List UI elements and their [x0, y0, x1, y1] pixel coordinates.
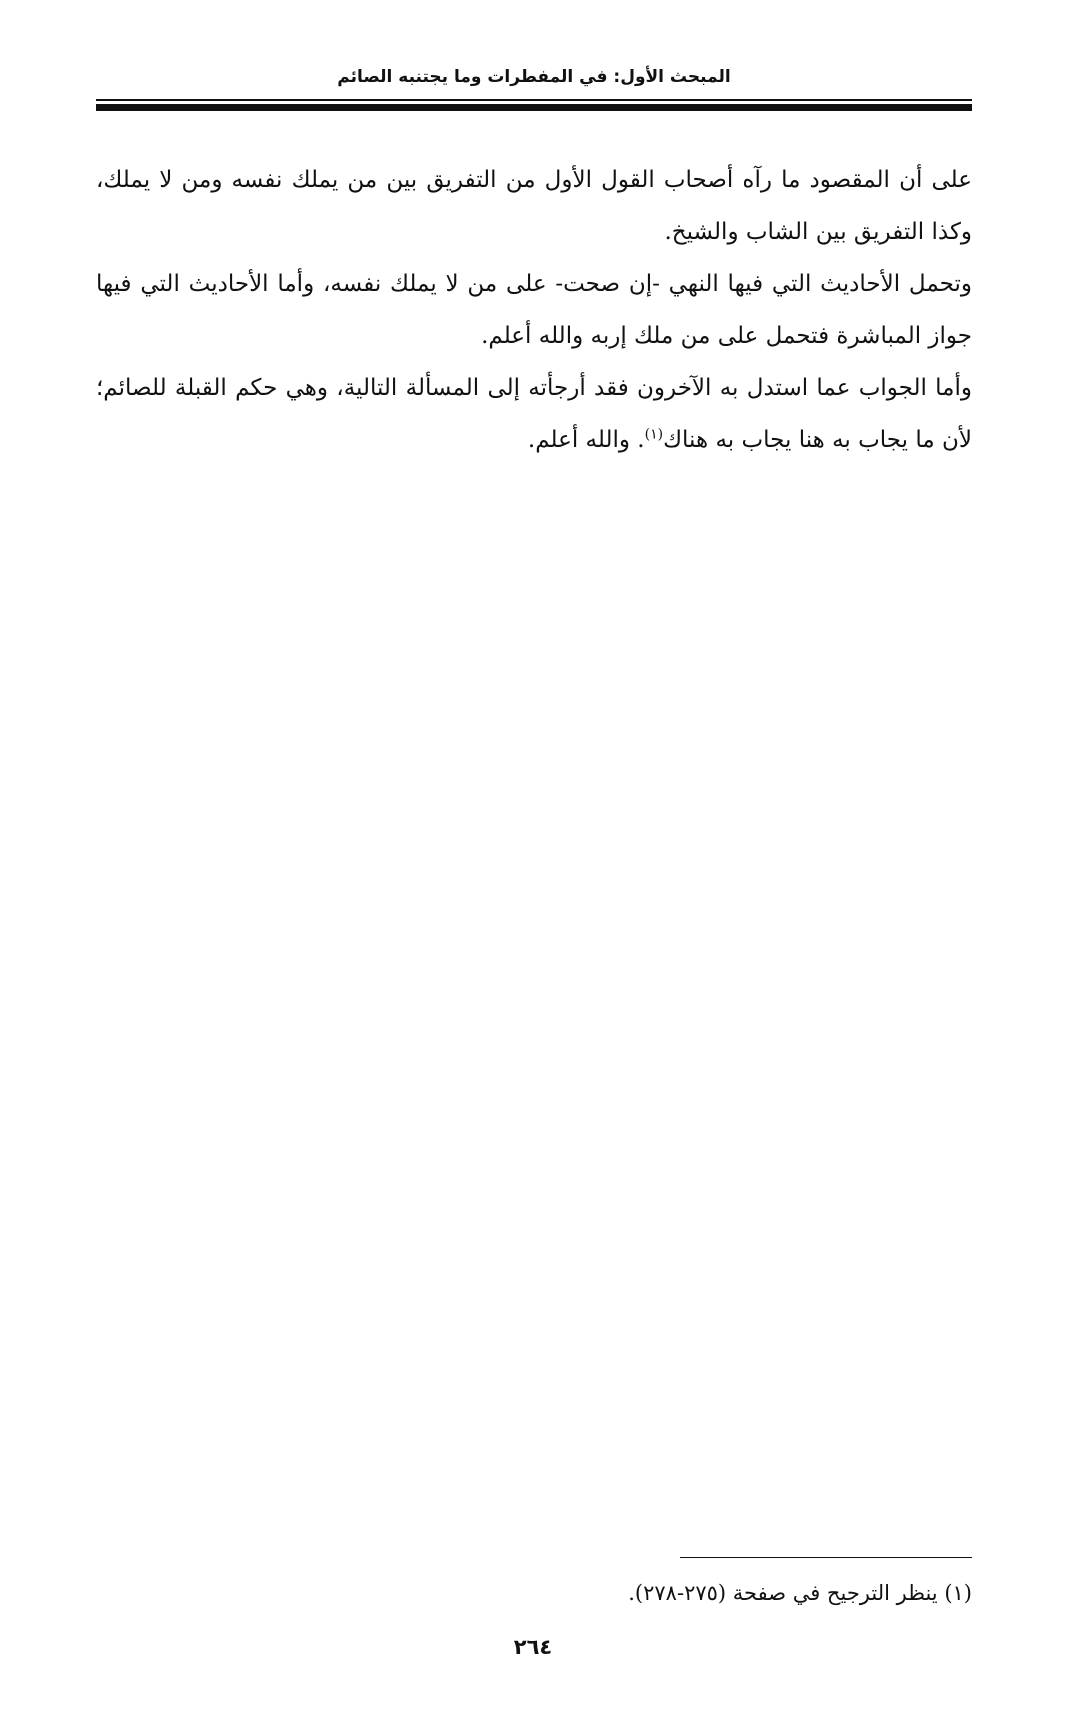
paragraph-3-ending: . والله أعلم. — [527, 427, 645, 453]
footnote-separator — [680, 1557, 972, 1558]
footnote: (١) ينظر الترجيح في صفحة (٢٧٥-٢٧٨). — [628, 1581, 972, 1605]
body-text — [96, 154, 972, 466]
running-header: المبحث الأول: في المفطرات وما يجتنبه الصائم — [337, 67, 731, 87]
header-rule-thin — [96, 99, 972, 101]
header-rule-thick — [96, 104, 972, 111]
paragraph-1: على أن المقصود ما رآه أصحاب القول الأول من التفريق بين من يملك نفسه ومن لا يملك، وكذا التفريق بين الشاب والشيخ. — [96, 167, 972, 245]
paragraph-2: وتحمل الأحاديث التي فيها النهي -إن صحت- على من لا يملك نفسه، وأما الأحاديث التي فيها جواز المباشرة فتحمل على من ملك إربه والله أعلم. — [96, 271, 972, 349]
page-number: ٢٦٤ — [513, 1635, 553, 1659]
paragraph-3-text: وأما الجواب عما استدل به الآخرون فقد أرجأته إلى المسألة التالية، وهي حكم القبلة للصائم؛ لأن ما يجاب به هنا يجاب به هناك — [96, 375, 972, 453]
paragraph-3 — [96, 362, 972, 466]
footnote-reference[interactable]: (١) — [644, 426, 664, 443]
